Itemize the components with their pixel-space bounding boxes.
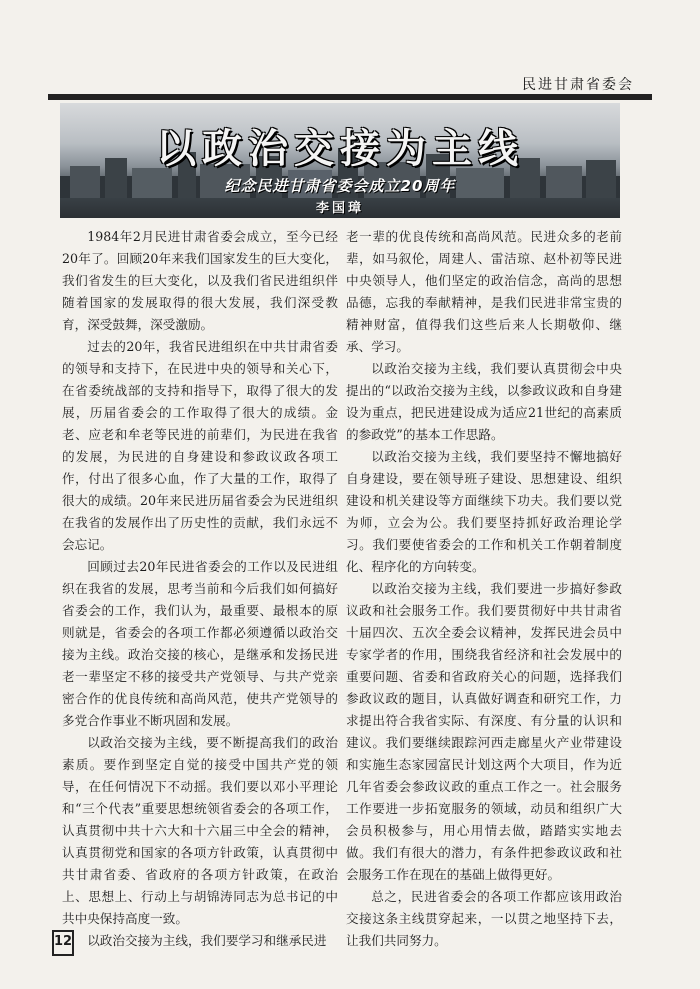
section-tag: 民进甘肃省委会 [522, 77, 634, 93]
right-column [346, 226, 622, 952]
paragraph: 以政治交接为主线，我们要坚持不懈地搞好自身建设，要在领导班子建设、思想建设、组织建设和机关建设等方面继续下功夫。我们要以党为师，立会为公。我们要坚持抓好政治理论学习。我们要使省委会的工作和机关工作朝着制度化、程序化的方向转变。 [346, 449, 622, 574]
article-subtitle: 纪念民进甘肃省委会成立20周年 [224, 177, 456, 195]
paragraph: 以政治交接为主线，要不断提高我们的政治素质。要作到坚定自觉的接受中国共产党的领导，在任何情况下不动摇。我们要以邓小平理论和“三个代表”重要思想统领省委会的各项工作，认真贯彻中共十六大和十六届三中全会的精神，认真贯彻党和国家的各项方针政策，认真贯彻中共甘肃省委、省政府的各项方针政策，在政治上、思想上、行动上与胡锦涛同志为总书记的中共中央保持高度一致。 [62, 735, 338, 926]
article-author: 李国璋 [315, 201, 364, 216]
left-column [62, 226, 338, 952]
article-title: 以政治交接为主线 [156, 126, 524, 172]
paragraph: 以政治交接为主线，我们要学习和继承民进 [87, 933, 327, 948]
paragraph: 以政治交接为主线，我们要进一步搞好参政议政和社会服务工作。我们要贯彻好中共甘肃省十届四次、五次全委会议精神，发挥民进会员中专家学者的作用，围绕我省经济和社会发展中的重要问题、省委和省政府关心的问题，选择我们参政议政的题目，认真做好调查和研究工作，力求提出符合我省实际、有深度、有分量的认识和建议。我们要继续跟踪河西走廊星火产业带建设和实施生态家园富民计划这两个大项目，作为近几年省委会参政议政的重点工作之一。社会服务工作要进一步拓宽服务的领域，动员和组织广大会员积极参与，用心用情去做，踏踏实实地去做。我们有很大的潜力，有条件把参政议政和社会服务工作在现在的基础上做得更好。 [346, 581, 622, 882]
title-banner [60, 103, 620, 218]
page-number: 12 [52, 930, 74, 956]
paragraph: 回顾过去20年民进省委会的工作以及民进组织在我省的发展，思考当前和今后我们如何搞好省委会的工作，我们认为，最重要、最根本的原则就是，省委会的各项工作都必须遵循以政治交接为主线。政治交接的核心，是继承和发扬民进老一辈坚定不移的接受共产党领导、与共产党亲密合作的优良传统和高尚风范，使共产党领导的多党合作事业不断巩固和发展。 [62, 559, 338, 728]
paragraph: 过去的20年，我省民进组织在中共甘肃省委的领导和支持下，在民进中央的领导和关心下，在省委统战部的支持和指导下，取得了很大的发展，历届省委会的工作取得了很大的成绩。金老、应老和牟老等民进的前辈们，为民进在我省的发展，为民进的自身建设和参政议政各项工作，付出了很多心血，作了大量的工作，取得了很大的成绩。20年来民进历届省委会为民进组织在我省的发展作出了历史性的贡献，我们永远不会忘记。 [62, 339, 338, 552]
paragraph: 以政治交接为主线，我们要认真贯彻会中央提出的“以政治交接为主线，以参政议政和自身建设为重点，把民进建设成为适应21世纪的高素质的参政党”的基本工作思路。 [346, 361, 622, 442]
paragraph: 1984年2月民进甘肃省委会成立，至今已经20年了。回顾20年来我们国家发生的巨大变化，我们省发生的巨大变化，以及我们省民进组织伴随着国家的发展取得的很大发展，我们深受教育，深受鼓舞，深受激励。 [62, 229, 338, 332]
header-rule [48, 94, 652, 100]
paragraph: 总之，民进省委会的各项工作都应该用政治交接这条主线贯穿起来，一以贯之地坚持下去，让我们共同努力。 [346, 889, 622, 948]
paragraph-continued: 老一辈的优良传统和高尚风范。民进众多的老前辈，如马叙伦，周建人、雷洁琼、赵朴初等民进中央领导人，他们坚定的政治信念，高尚的思想品德，忘我的奉献精神，是我们民进非常宝贵的精神财富，值得我们这些后来人长期敬仰、继承、学习。 [346, 229, 622, 354]
